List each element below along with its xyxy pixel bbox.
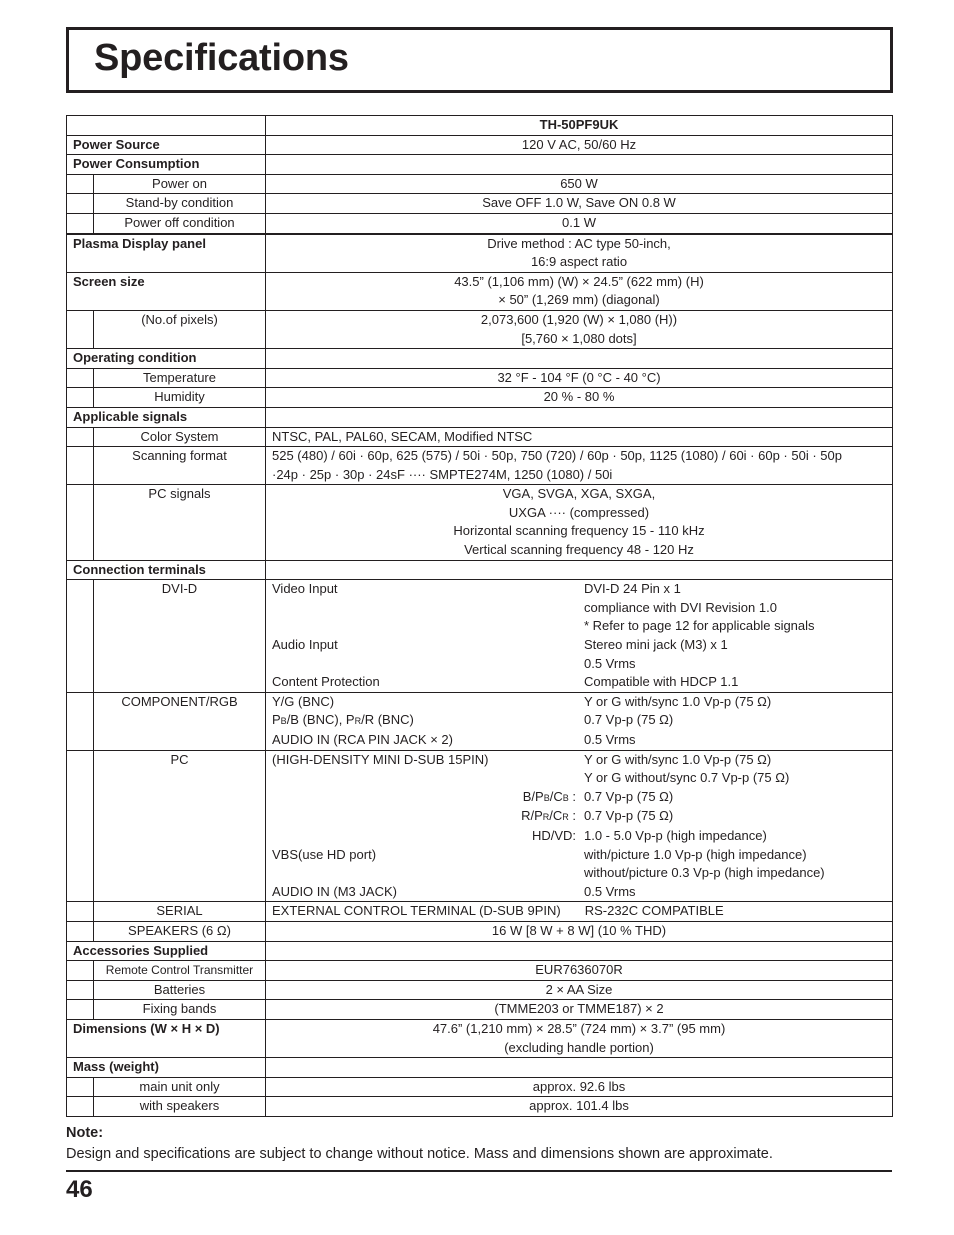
indent-cell [67, 921, 94, 941]
serial-value-2: RS-232C COMPATIBLE [584, 903, 724, 919]
table-row [67, 1000, 893, 1020]
table-row [67, 902, 893, 922]
bands-label: Fixing bands [94, 1000, 266, 1020]
indent-cell [67, 1000, 94, 1020]
indent-cell [67, 1097, 94, 1117]
speakers-label: SPEAKERS (6 Ω) [94, 921, 266, 941]
batteries-label: Batteries [94, 980, 266, 1000]
panel-line-2: 16:9 aspect ratio [530, 254, 628, 270]
screen-size-label: Screen size [67, 272, 266, 310]
table-row [67, 272, 893, 310]
table-row [67, 116, 893, 136]
component-value [266, 692, 893, 750]
screen-line-2: × 50” (1,269 mm) (diagonal) [498, 292, 660, 308]
pc-hdvd-label: HD/VD: [531, 827, 576, 843]
panel-line-1: Drive method : AC type 50-inch, [487, 235, 671, 251]
dvi-video-label: Video Input [272, 581, 338, 597]
terminals-label: Connection terminals [67, 560, 266, 580]
empty-cell [266, 560, 893, 580]
table-row [67, 1019, 893, 1057]
indent-cell [67, 427, 94, 447]
panel-label: Plasma Display panel [67, 234, 266, 273]
table-row [67, 1097, 893, 1117]
serial-value-1: EXTERNAL CONTROL TERMINAL (D-SUB 9PIN) [272, 903, 561, 919]
table-row [67, 213, 893, 233]
power-consumption-label: Power Consumption [67, 155, 266, 175]
bands-value: (TMME203 or TMME187) × 2 [266, 1000, 893, 1020]
dvi-audio-label: Audio Input [272, 637, 338, 653]
pc-b-value: 0.7 Vp-p (75 Ω) [584, 788, 674, 804]
color-system-value: NTSC, PAL, PAL60, SECAM, Modified NTSC [266, 427, 893, 447]
operating-label: Operating condition [67, 349, 266, 369]
table-row [67, 135, 893, 155]
dvi-audio-value-1: Stereo mini jack (M3) x 1 [584, 637, 728, 653]
batteries-value: 2 × AA Size [266, 980, 893, 1000]
dimensions-label: Dimensions (W × H × D) [67, 1019, 266, 1057]
title-box [66, 27, 893, 93]
pc-vbs-label: VBS(use HD port) [272, 846, 377, 862]
pc-label: PC [94, 750, 266, 902]
power-off-value: 0.1 W [266, 213, 893, 233]
pixels-line-1: 2,073,600 (1,920 (W) × 1,080 (H)) [480, 311, 678, 327]
accessories-label: Accessories Supplied [67, 941, 266, 961]
component-yg-value: Y or G with/sync 1.0 Vp-p (75 Ω) [584, 693, 772, 709]
with-speakers-label: with speakers [94, 1097, 266, 1117]
indent-cell [67, 580, 94, 693]
temperature-value: 32 °F - 104 °F (0 °C - 40 °C) [266, 368, 893, 388]
pc-vbs-value-1: with/picture 1.0 Vp-p (high impedance) [584, 846, 807, 862]
indent-cell [67, 174, 94, 194]
component-audio-value: 0.5 Vrms [584, 732, 636, 747]
table-row [67, 941, 893, 961]
indent-cell [67, 447, 94, 485]
table-row [67, 368, 893, 388]
dvi-audio-value-2: 0.5 Vrms [584, 655, 636, 671]
empty-cell [266, 349, 893, 369]
table-row [67, 692, 893, 750]
pc-r-label: R/PR/CR : [521, 808, 576, 824]
pc-signals-line-2: UXGA ···· (compressed) [508, 504, 650, 520]
pc-r-value: 0.7 Vp-p (75 Ω) [584, 808, 674, 824]
serial-value [266, 902, 893, 922]
dvi-label: DVI-D [94, 580, 266, 693]
pc-b-label: B/PB/CB : [522, 788, 576, 804]
pc-value-2: Y or G without/sync 0.7 Vp-p (75 Ω) [584, 770, 790, 786]
remote-value: EUR7636070R [266, 961, 893, 981]
component-audio-label: AUDIO IN (RCA PIN JACK × 2) [272, 732, 453, 747]
pc-audio-value: 0.5 Vrms [584, 883, 636, 899]
component-label: COMPONENT/RGB [94, 692, 266, 750]
table-row [67, 1077, 893, 1097]
pc-signals-line-3: Horizontal scanning frequency 15 - 110 kHz [453, 523, 705, 539]
table-row [67, 407, 893, 427]
empty-cell [266, 407, 893, 427]
pixels-value [266, 310, 893, 348]
table-row [67, 234, 893, 273]
table-row [67, 580, 893, 693]
pixels-line-2: [5,760 × 1,080 dots] [521, 330, 637, 346]
indent-cell [67, 213, 94, 233]
scan-line-2: ·24p · 25p · 30p · 24sF ···· SMPTE274M, 1250 (1080) / 50i [272, 466, 613, 482]
panel-value [266, 234, 893, 273]
power-source-label: Power Source [67, 135, 266, 155]
indent-cell [67, 980, 94, 1000]
dvi-video-value-2: compliance with DVI Revision 1.0 [584, 599, 777, 615]
indent-cell [67, 692, 94, 750]
table-row [67, 447, 893, 485]
indent-cell [67, 310, 94, 348]
dvi-protect-label: Content Protection [272, 674, 380, 690]
screen-size-value [266, 272, 893, 310]
mass-label: Mass (weight) [67, 1058, 266, 1078]
model-header: TH-50PF9UK [266, 116, 893, 136]
component-pbpr-label: PB/B (BNC), PR/R (BNC) [272, 712, 414, 728]
specifications-table [66, 115, 893, 1117]
table-row [67, 174, 893, 194]
dvi-value [266, 580, 893, 693]
note-text: Design and specifications are subject to change without notice. Mass and dimensions shown are approximate. [66, 1146, 773, 1162]
speakers-value: 16 W [8 W + 8 W] (10 % THD) [266, 921, 893, 941]
dimensions-line-1: 47.6” (1,210 mm) × 28.5” (724 mm) × 3.7” (95 mm) [432, 1020, 726, 1036]
note-heading: Note: [66, 1125, 104, 1141]
humidity-value: 20 % - 80 % [266, 388, 893, 408]
table-row [67, 980, 893, 1000]
pixels-label: (No.of pixels) [94, 310, 266, 348]
component-yg-label: Y/G (BNC) [272, 693, 335, 709]
pc-hd-label: (HIGH-DENSITY MINI D-SUB 15PIN) [272, 751, 489, 767]
pc-vbs-value-2: without/picture 0.3 Vp-p (high impedance) [584, 865, 825, 881]
dimensions-value [266, 1019, 893, 1057]
table-row [67, 961, 893, 981]
indent-cell [67, 902, 94, 922]
dvi-video-value-3: * Refer to page 12 for applicable signals [584, 618, 815, 634]
indent-cell [67, 368, 94, 388]
pc-signals-label: PC signals [94, 485, 266, 560]
pc-value-1: Y or G with/sync 1.0 Vp-p (75 Ω) [584, 751, 772, 767]
with-speakers-value: approx. 101.4 lbs [266, 1097, 893, 1117]
pc-audio-label: AUDIO IN (M3 JACK) [272, 883, 397, 899]
table-row [67, 310, 893, 348]
scanning-format-value [266, 447, 893, 485]
indent-cell [67, 194, 94, 214]
table-row [67, 349, 893, 369]
pc-hdvd-value: 1.0 - 5.0 Vp-p (high impedance) [584, 827, 767, 843]
pc-value [266, 750, 893, 902]
table-row [67, 388, 893, 408]
table-row [67, 194, 893, 214]
indent-cell [67, 1077, 94, 1097]
table-row [67, 560, 893, 580]
standby-label: Stand-by condition [94, 194, 266, 214]
power-on-label: Power on [94, 174, 266, 194]
footer-divider [66, 1170, 892, 1172]
indent-cell [67, 750, 94, 902]
empty-cell [266, 1058, 893, 1078]
power-source-value: 120 V AC, 50/60 Hz [266, 135, 893, 155]
table-row [67, 750, 893, 902]
standby-value: Save OFF 1.0 W, Save ON 0.8 W [266, 194, 893, 214]
empty-cell [266, 941, 893, 961]
pc-signals-line-1: VGA, SVGA, XGA, SXGA, [502, 486, 656, 502]
main-unit-value: approx. 92.6 lbs [266, 1077, 893, 1097]
table-row [67, 1058, 893, 1078]
indent-cell [67, 485, 94, 560]
pc-signals-value [266, 485, 893, 560]
screen-line-1: 43.5” (1,106 mm) (W) × 24.5” (622 mm) (H) [454, 273, 704, 289]
dvi-video-value-1: DVI-D 24 Pin x 1 [584, 581, 681, 597]
serial-label: SERIAL [94, 902, 266, 922]
temperature-label: Temperature [94, 368, 266, 388]
scanning-format-label: Scanning format [94, 447, 266, 485]
pc-signals-line-4: Vertical scanning frequency 48 - 120 Hz [464, 542, 694, 558]
table-row [67, 155, 893, 175]
header-empty-cell [67, 116, 266, 136]
signals-label: Applicable signals [67, 407, 266, 427]
table-row [67, 921, 893, 941]
color-system-label: Color System [94, 427, 266, 447]
power-off-label: Power off condition [94, 213, 266, 233]
power-on-value: 650 W [266, 174, 893, 194]
note [66, 1123, 773, 1165]
indent-cell [67, 388, 94, 408]
scan-line-1: 525 (480) / 60i · 60p, 625 (575) / 50i · 50p, 750 (720) / 60p · 50p, 1125 (1080) / 60i · 60p · 50i · 50p [272, 448, 842, 464]
component-pbpr-value: 0.7 Vp-p (75 Ω) [584, 712, 674, 728]
dvi-protect-value: Compatible with HDCP 1.1 [584, 674, 739, 690]
dimensions-line-2: (excluding handle portion) [504, 1039, 654, 1055]
empty-cell [266, 155, 893, 175]
page-number: 46 [66, 1176, 93, 1203]
main-unit-label: main unit only [94, 1077, 266, 1097]
indent-cell [67, 961, 94, 981]
table-row [67, 485, 893, 560]
table-row [67, 427, 893, 447]
humidity-label: Humidity [94, 388, 266, 408]
page-title: Specifications [94, 37, 349, 79]
remote-label: Remote Control Transmitter [94, 961, 266, 981]
